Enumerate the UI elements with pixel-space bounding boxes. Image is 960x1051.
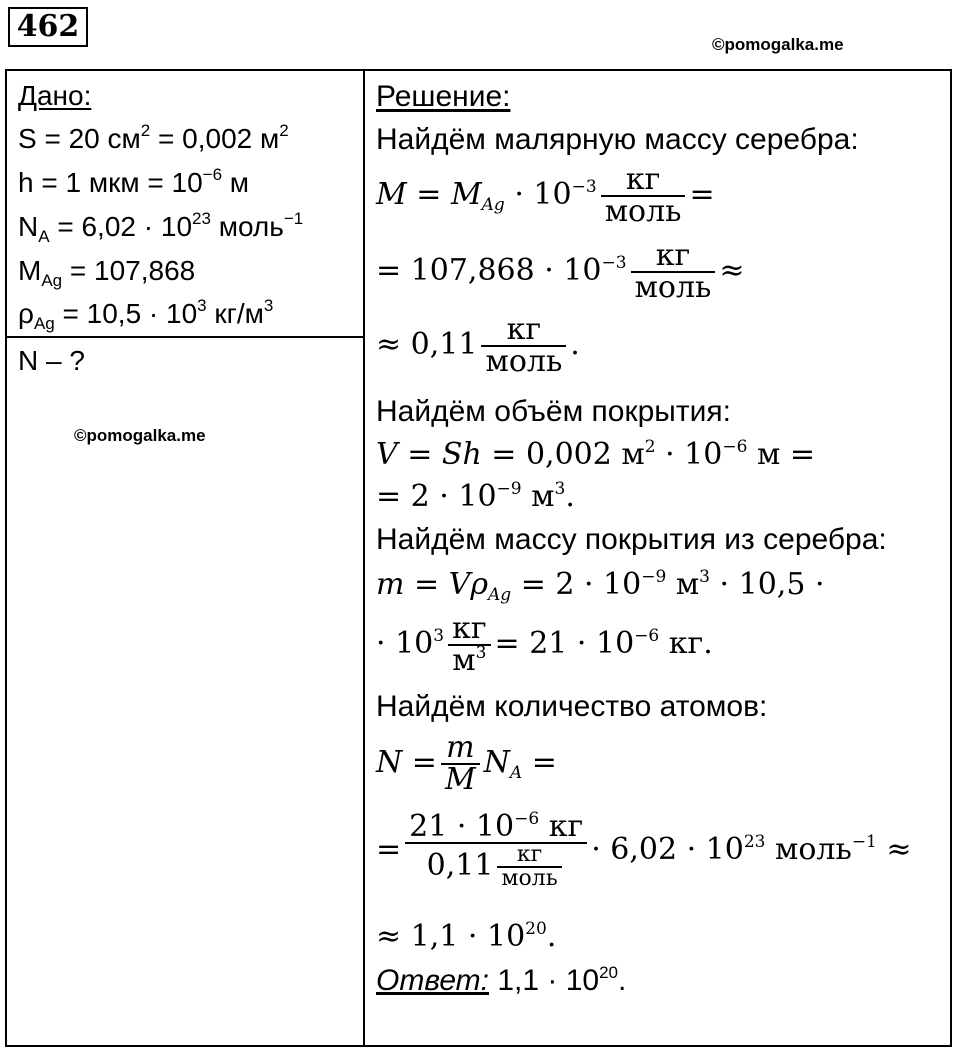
problem-number: 462 xyxy=(8,7,88,47)
given-thickness: h = 1 мкм = $10^{-6}$ м xyxy=(18,165,250,198)
eq-mass-1: $m = V\rho_{Ag} = 2 \cdot 10^{-9}$ $м^3 \cdot 10,5$ · xyxy=(376,567,825,605)
find-quantity: N – ? xyxy=(18,345,85,376)
answer: Ответ: $1,1 \cdot 10^{20}$. xyxy=(376,963,627,997)
given-molar-mass: $M_{Ag} = 107,868$ xyxy=(18,255,196,290)
eq-atoms-1: N = $\frac{m}{M}$ $N_A$ = xyxy=(376,730,557,797)
step-atoms: Найдём количество атомов: xyxy=(376,690,768,723)
given-area: S = 20 $см^2 = 0,002$ $м^2$ xyxy=(18,121,289,154)
eq-mass-2: · $10^3$ $\frac{кг}{м^3}$ = $21 \cdot 10^{-6}$ кг. xyxy=(376,611,713,678)
step-molar-mass: Найдём малярную массу серебра: xyxy=(376,123,859,156)
given-avogadro: $N_A = 6,02 \cdot 10^{23}$ моль$^{-1}$ xyxy=(18,209,304,246)
step-mass: Найдём массу покрытия из серебра: xyxy=(376,523,887,556)
watermark-top: ©pomogalka.me xyxy=(712,35,844,54)
eq-volume-2: = $2 \cdot 10^{-9}$ $м^3$. xyxy=(376,479,575,514)
given-find-divider xyxy=(5,336,365,338)
eq-volume-1: V = Sh = 0,002 $м^2 \cdot 10^{-6}$ м = xyxy=(376,437,815,472)
eq-molar-mass-3: ≈ 0,11 $\frac{кг}{\text{моль}}$ . xyxy=(376,312,580,379)
given-density: $\rho_{Ag} = 10,5 \cdot 10^3$ $кг/м^3$ xyxy=(18,296,274,333)
column-divider xyxy=(363,69,365,1047)
eq-atoms-2: = $21 \cdot 10^{-6}$ кг 0,11 $\frac{кг}{\text{моль}}$ · $6,02 \cdot 10^{23}$ моль$^{-1}$ ≈ xyxy=(376,809,912,891)
eq-molar-mass-1: $M = M_{Ag} \cdot 10^{-3}$ $\frac{кг}{\text{моль}}$ = xyxy=(376,162,715,229)
watermark-left: ©pomogalka.me xyxy=(74,426,206,445)
given-title: Дано: xyxy=(18,80,92,111)
step-volume: Найдём объём покрытия: xyxy=(376,395,731,428)
solution-title: Решение: xyxy=(376,80,511,113)
eq-molar-mass-2: = $107,868 \cdot 10^{-3}$ $\frac{кг}{\text{моль}}$ ≈ xyxy=(376,238,745,305)
eq-atoms-3: ≈ $1,1 \cdot 10^{20}$. xyxy=(376,919,557,954)
